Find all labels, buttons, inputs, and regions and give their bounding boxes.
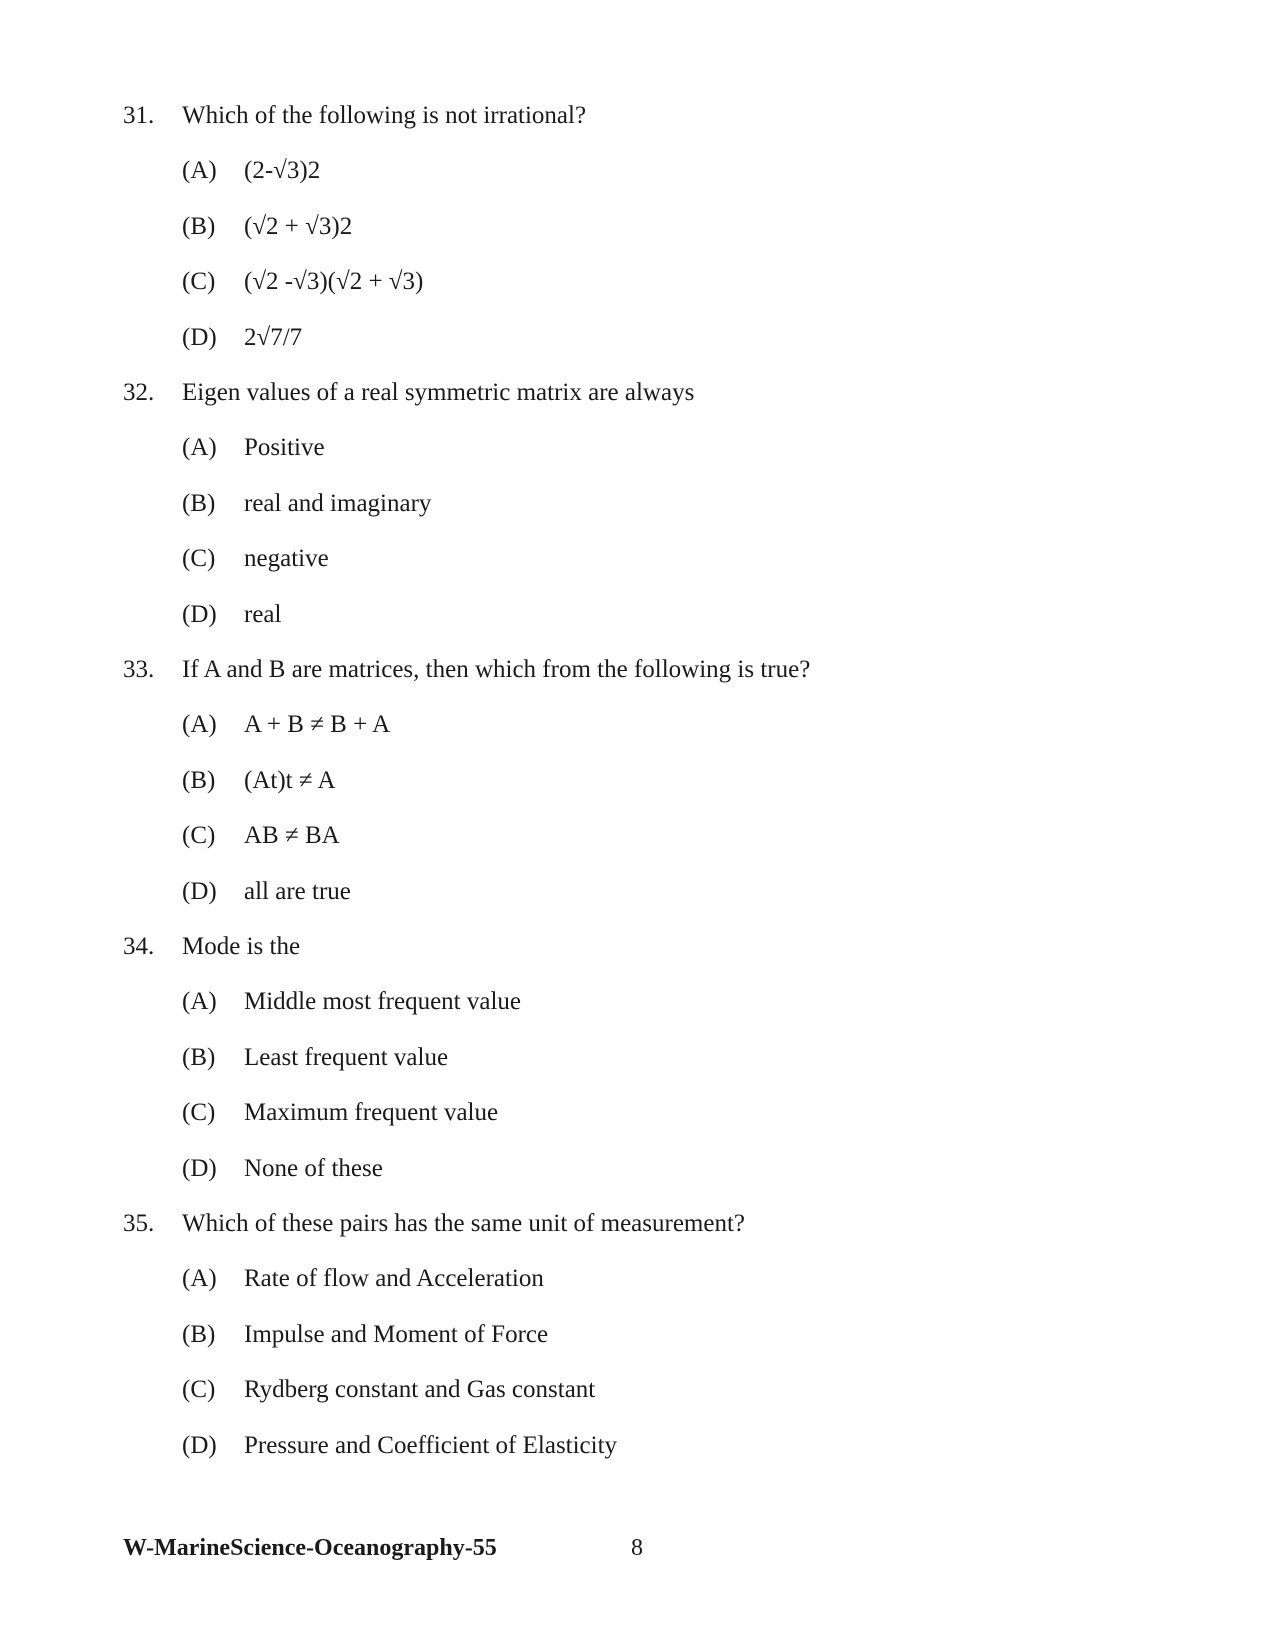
option-b: [123, 476, 1173, 532]
question-list: [123, 88, 1173, 1473]
question-number: 34.: [123, 933, 155, 960]
option-letter: (C): [182, 545, 216, 572]
option-letter: (B): [182, 1320, 216, 1348]
option-text: 2√7/7: [244, 323, 303, 351]
option-letter: (A): [182, 157, 217, 184]
option-b: [123, 199, 1173, 255]
question-text: Mode is the: [182, 933, 301, 960]
option-text: Maximum frequent value: [244, 1099, 499, 1126]
option-letter: (A): [182, 988, 217, 1015]
question-stem: [123, 365, 1173, 420]
page-footer: [123, 1530, 1123, 1566]
option-letter: (D): [182, 1431, 217, 1459]
option-c: [123, 1362, 1173, 1418]
option-b: [123, 753, 1173, 809]
option-letter: (D): [182, 1154, 217, 1182]
option-a: [123, 1251, 1173, 1307]
question-stem: [123, 88, 1173, 143]
option-b: [123, 1307, 1173, 1363]
option-text: None of these: [244, 1154, 383, 1182]
option-a: [123, 974, 1173, 1030]
option-letter: (B): [182, 766, 216, 794]
question-number: 31.: [123, 102, 155, 129]
question-text: Which of these pairs has the same unit of measurement?: [182, 1210, 746, 1237]
option-letter: (C): [182, 268, 216, 295]
option-letter: (A): [182, 434, 217, 461]
option-letter: (C): [182, 1376, 216, 1403]
question-34: [123, 919, 1173, 1196]
option-text: real: [244, 600, 282, 628]
option-d: [123, 864, 1173, 920]
question-stem: [123, 1196, 1173, 1251]
option-text: AB ≠ BA: [244, 822, 340, 849]
option-letter: (D): [182, 877, 217, 905]
option-letter: (B): [182, 489, 216, 517]
option-letter: (A): [182, 1265, 217, 1292]
option-text: (√2 + √3)2: [244, 212, 353, 240]
question-stem: [123, 919, 1173, 974]
option-d: [123, 587, 1173, 643]
option-text: negative: [244, 545, 329, 572]
option-a: [123, 143, 1173, 199]
option-letter: (A): [182, 711, 217, 738]
option-text: Rydberg constant and Gas constant: [244, 1376, 596, 1403]
option-text: (√2 -√3)(√2 + √3): [244, 268, 424, 295]
question-text: If A and B are matrices, then which from the following is true?: [182, 656, 811, 683]
option-text: Pressure and Coefficient of Elasticity: [244, 1431, 618, 1459]
option-b: [123, 1030, 1173, 1086]
option-text: Positive: [244, 434, 325, 461]
option-text: Middle most frequent value: [244, 988, 522, 1015]
paper-code: W-MarineScience-Oceanography-55: [123, 1535, 497, 1561]
option-text: (At)t ≠ A: [244, 766, 336, 794]
option-a: [123, 697, 1173, 753]
question-31: [123, 88, 1173, 365]
option-text: (2-√3)2: [244, 157, 321, 184]
option-letter: (B): [182, 212, 216, 240]
option-text: Rate of flow and Acceleration: [244, 1265, 544, 1292]
option-d: [123, 1141, 1173, 1197]
question-stem: [123, 642, 1173, 697]
option-letter: (D): [182, 323, 217, 351]
option-a: [123, 420, 1173, 476]
option-text: Impulse and Moment of Force: [244, 1320, 549, 1348]
question-35: [123, 1196, 1173, 1473]
option-text: all are true: [244, 877, 351, 905]
question-text: Eigen values of a real symmetric matrix are always: [182, 379, 695, 406]
option-letter: (C): [182, 1099, 216, 1126]
option-letter: (D): [182, 600, 217, 628]
option-text: A + B ≠ B + A: [244, 711, 391, 738]
option-c: [123, 808, 1173, 864]
question-number: 35.: [123, 1210, 155, 1237]
option-letter: (C): [182, 822, 216, 849]
question-number: 33.: [123, 656, 155, 683]
option-d: [123, 310, 1173, 366]
page-number: 8: [631, 1535, 643, 1561]
option-c: [123, 531, 1173, 587]
question-32: [123, 365, 1173, 642]
question-text: Which of the following is not irrational?: [182, 102, 587, 129]
option-text: real and imaginary: [244, 489, 432, 517]
option-c: [123, 1085, 1173, 1141]
question-number: 32.: [123, 379, 155, 406]
option-text: Least frequent value: [244, 1043, 449, 1071]
option-letter: (B): [182, 1043, 216, 1071]
question-33: [123, 642, 1173, 919]
option-c: [123, 254, 1173, 310]
option-d: [123, 1418, 1173, 1474]
